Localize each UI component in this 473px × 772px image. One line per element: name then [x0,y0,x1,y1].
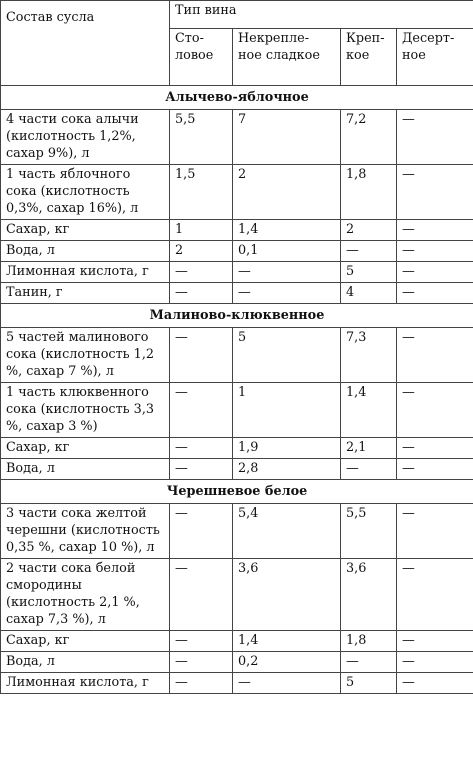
ingredient-cell: Сахар, кг [1,438,170,459]
value-cell: 3,6 [341,559,397,631]
table-row [1,328,473,383]
value-cell: — [233,283,341,304]
table-row [1,283,473,304]
ingredient-cell: Вода, л [1,459,170,480]
value-cell: — [233,262,341,283]
value-cell: 1,8 [341,165,397,220]
section-header-row [1,480,473,504]
value-cell: 1,4 [233,220,341,241]
value-cell: 1,4 [341,383,397,438]
section-title: Алычево-яблочное [1,86,473,110]
table-row [1,383,473,438]
value-cell: — [170,504,233,559]
table-row [1,504,473,559]
ingredient-cell: Танин, г [1,283,170,304]
value-cell: — [397,241,473,262]
value-cell: 7 [233,110,341,165]
value-cell: — [397,262,473,283]
header-col-line: Некрепле- [238,31,310,46]
value-cell: — [397,652,473,673]
value-cell: — [170,262,233,283]
ingredient-cell: 1 часть клюквенного сока (кислотность 3,3 %, сахар 3 %) [1,383,170,438]
value-cell: — [170,438,233,459]
table-row [1,438,473,459]
header-col-table [170,29,233,86]
value-cell: — [397,673,473,694]
value-cell: 5 [341,262,397,283]
table-row [1,220,473,241]
value-cell: 1,4 [233,631,341,652]
ingredient-cell: Лимонная кислота, г [1,262,170,283]
value-cell: — [397,438,473,459]
value-cell: — [170,383,233,438]
value-cell: — [170,283,233,304]
value-cell: — [397,631,473,652]
value-cell: 5,5 [170,110,233,165]
value-cell: — [397,283,473,304]
header-col-strong [341,29,397,86]
value-cell: 5,4 [233,504,341,559]
value-cell: 1,9 [233,438,341,459]
ingredient-cell: 3 части сока желтой черешни (кислотность 0,35 %, сахар 10 %), л [1,504,170,559]
table-body [1,86,473,694]
value-cell: 2 [170,241,233,262]
value-cell: 1,8 [341,631,397,652]
value-cell: — [397,220,473,241]
ingredient-cell: Вода, л [1,241,170,262]
table-row [1,459,473,480]
value-cell: 5 [233,328,341,383]
table-row [1,652,473,673]
section-header-row [1,304,473,328]
value-cell: — [397,110,473,165]
value-cell: 2 [341,220,397,241]
table-row [1,262,473,283]
value-cell: 1 [233,383,341,438]
value-cell: — [397,165,473,220]
value-cell: — [341,241,397,262]
ingredient-cell: Сахар, кг [1,631,170,652]
header-wine-type: Тип вина [170,1,473,29]
value-cell: 5,5 [341,504,397,559]
table-row [1,110,473,165]
ingredient-cell: 5 частей малинового сока (кислотность 1,2 %, сахар 7 %), л [1,328,170,383]
header-col-line: Сто- [175,31,204,46]
value-cell: — [397,559,473,631]
value-cell: 7,3 [341,328,397,383]
value-cell: 1 [170,220,233,241]
value-cell: — [233,673,341,694]
header-col-line: кое [346,48,370,63]
value-cell: 2 [233,165,341,220]
header-col-semisweet [233,29,341,86]
header-col-line: ное [402,48,426,63]
table-row [1,165,473,220]
value-cell: 2,8 [233,459,341,480]
value-cell: — [170,631,233,652]
ingredient-cell: Сахар, кг [1,220,170,241]
table-row [1,241,473,262]
header-col-dessert [397,29,473,86]
value-cell: — [341,459,397,480]
table-row [1,631,473,652]
ingredient-cell: 2 части сока белой смородины (кислотность 2,1 %, сахар 7,3 %), л [1,559,170,631]
ingredient-cell: Вода, л [1,652,170,673]
value-cell: — [397,459,473,480]
value-cell: 0,2 [233,652,341,673]
header-col-line: Креп- [346,31,385,46]
value-cell: — [397,328,473,383]
value-cell: 4 [341,283,397,304]
value-cell: — [170,673,233,694]
value-cell: 0,1 [233,241,341,262]
value-cell: — [341,652,397,673]
value-cell: — [170,459,233,480]
table-row [1,673,473,694]
value-cell: 7,2 [341,110,397,165]
value-cell: — [397,383,473,438]
value-cell: — [397,504,473,559]
header-col-line: ное сладкое [238,48,320,63]
section-title: Малиново-клюквенное [1,304,473,328]
header-col-line: Десерт- [402,31,455,46]
value-cell: 5 [341,673,397,694]
header-row [1,1,473,29]
header-col-line: ловое [175,48,214,63]
ingredient-cell: Лимонная кислота, г [1,673,170,694]
value-cell: 2,1 [341,438,397,459]
value-cell: — [170,328,233,383]
value-cell: 1,5 [170,165,233,220]
ingredient-cell: 4 части сока алычи (кислотность 1,2%, сахар 9%), л [1,110,170,165]
section-title: Черешневое белое [1,480,473,504]
header-composition: Состав сусла [1,1,170,86]
value-cell: — [170,559,233,631]
value-cell: 3,6 [233,559,341,631]
section-header-row [1,86,473,110]
table-row [1,559,473,631]
value-cell: — [170,652,233,673]
ingredient-cell: 1 часть яблочного сока (кислотность 0,3%, сахар 16%), л [1,165,170,220]
